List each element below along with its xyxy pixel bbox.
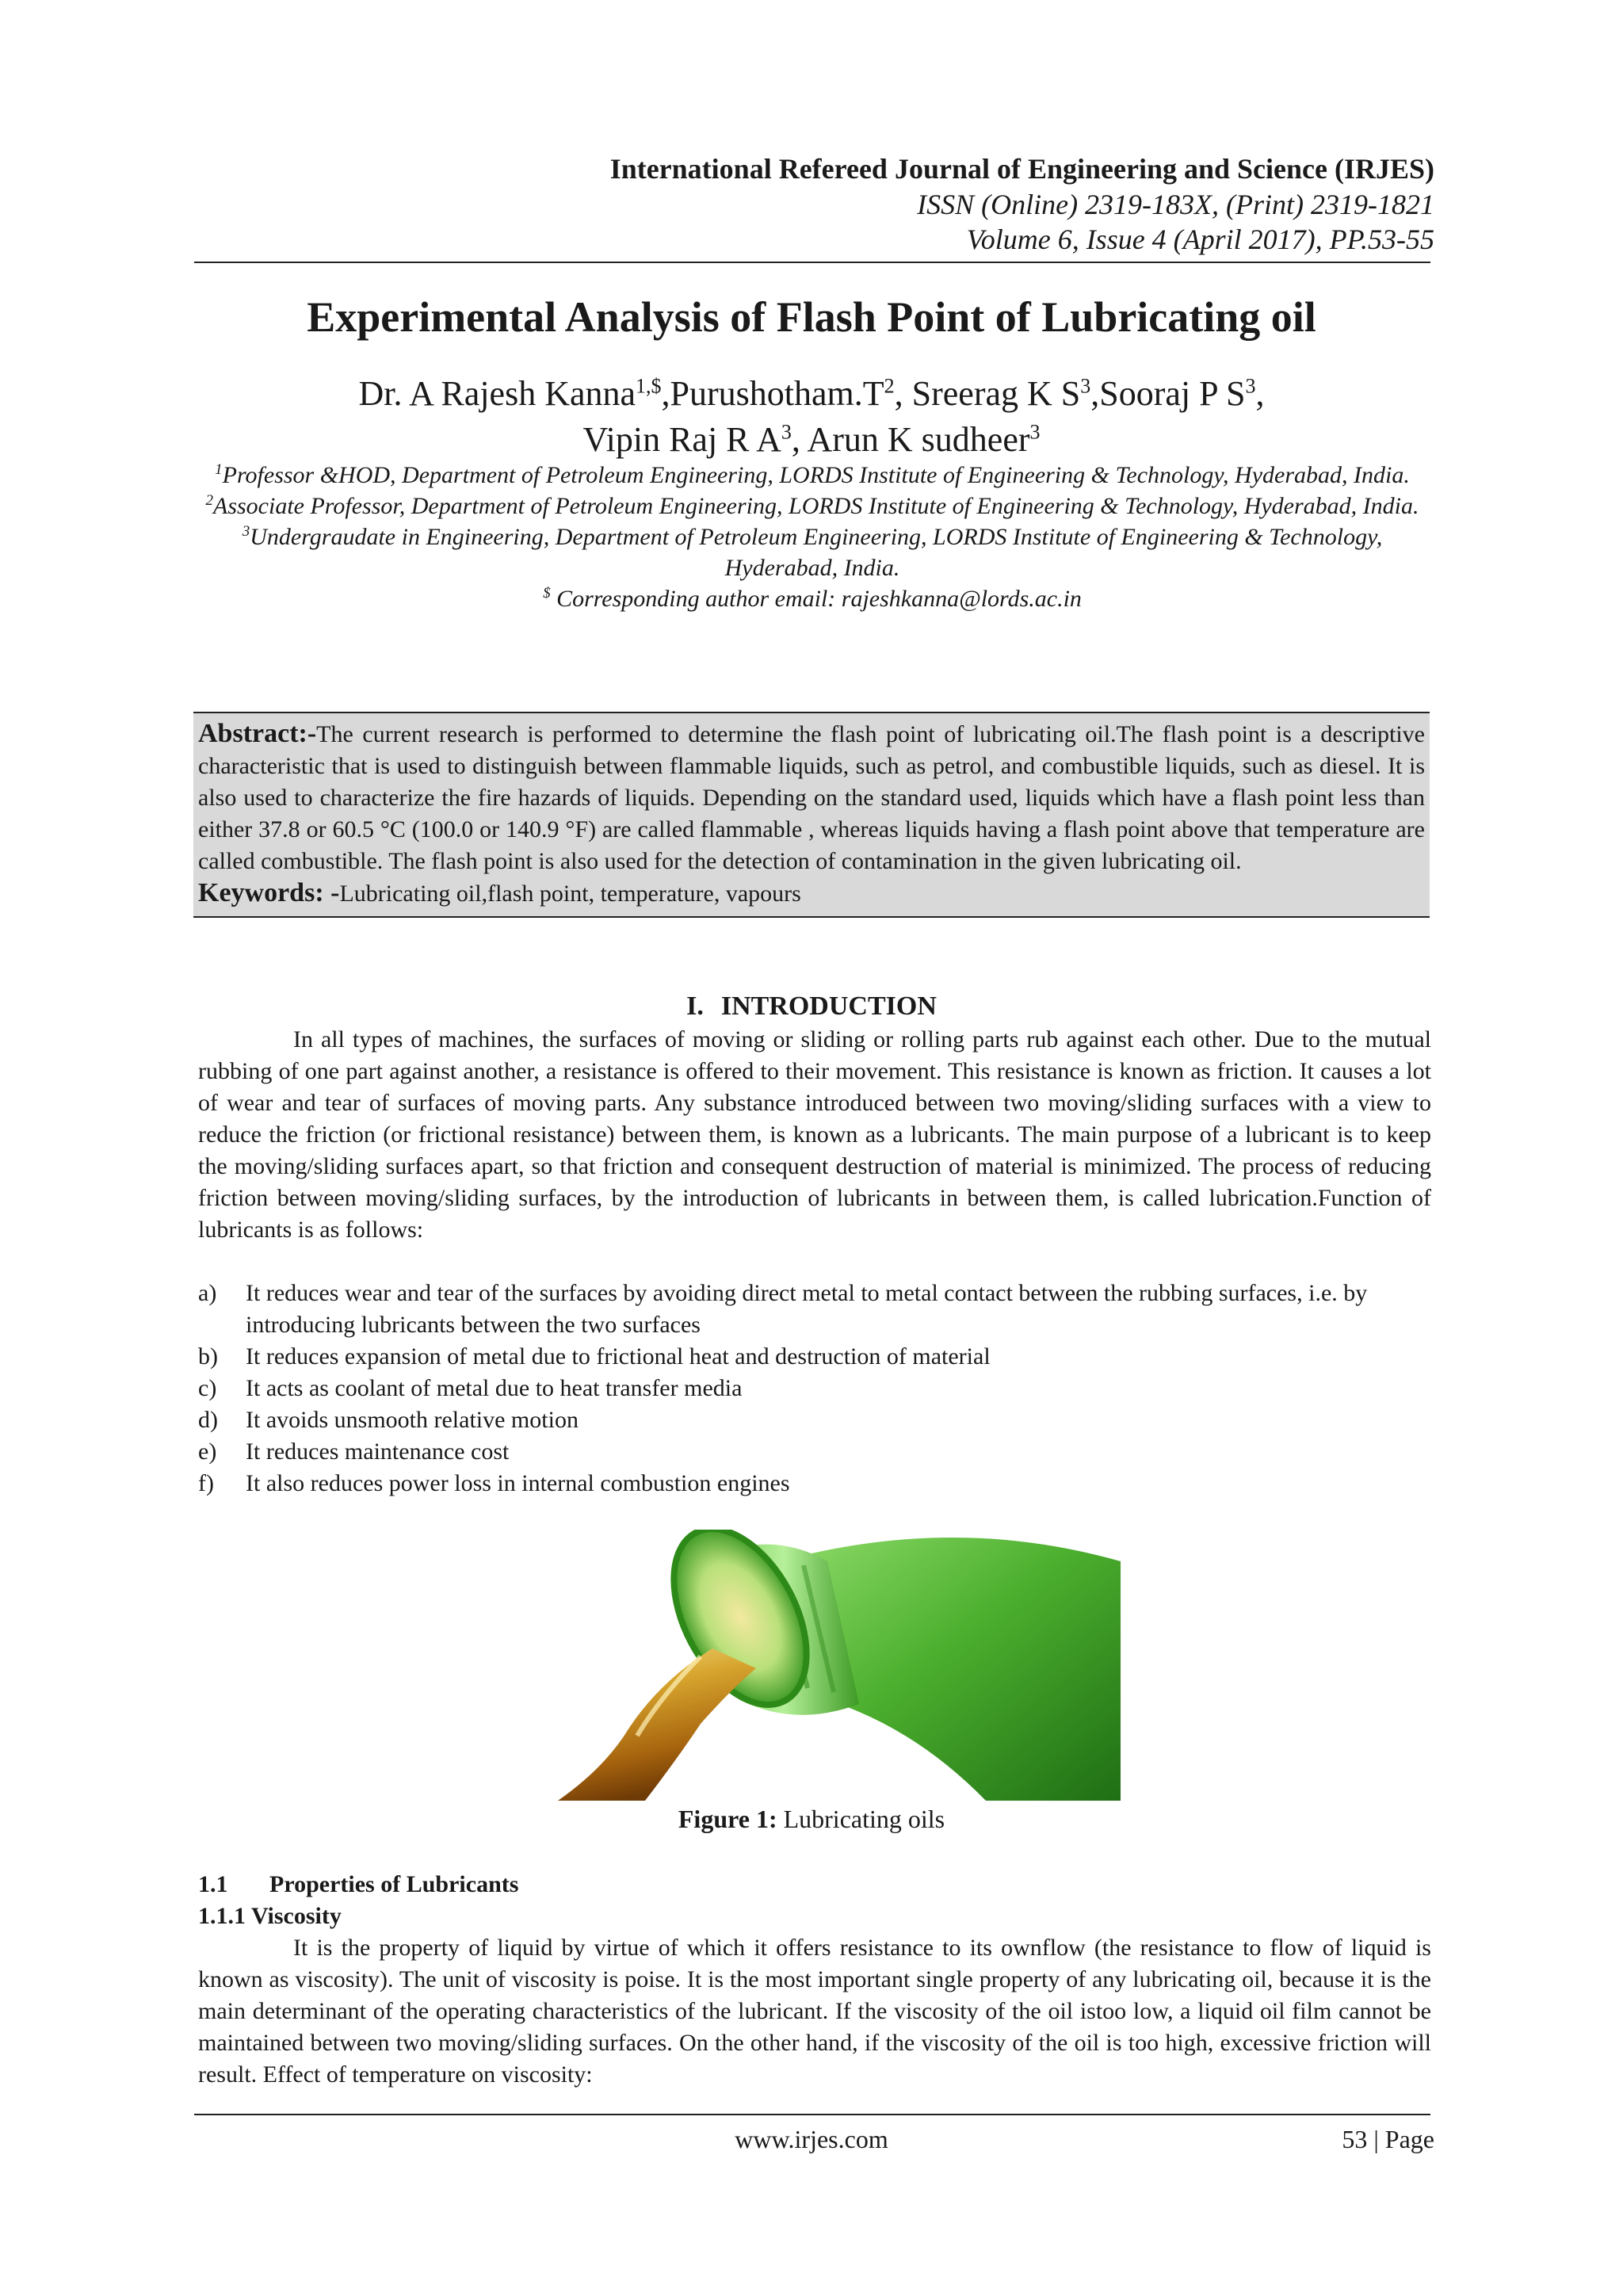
subsection-heading xyxy=(198,1869,518,1901)
figure-caption xyxy=(0,1802,1623,1836)
functions-list xyxy=(198,1278,1431,1499)
figure-caption-text: Lubricating oils xyxy=(777,1805,945,1833)
journal-issn: ISSN (Online) 2319-183X, (Print) 2319-1821 xyxy=(917,189,1434,220)
viscosity-paragraph: It is the property of liquid by virtue of which it offers resistance to its ownflow (the resistance to flow of liquid is known as viscosity). The unit of viscosity is poise. It is the most important single property of any lubricating oil, because it is the main determinant of the operating characteristics of the lubricant. If the viscosity of the oil istoo low, a liquid oil film cannot be maintained between two moving/sliding surfaces. On the other hand, if the viscosity of the oil is too high, excessive friction will result. Effect of temperature on viscosity: xyxy=(198,1935,1431,2088)
affiliations xyxy=(190,460,1434,614)
subsection-number: 1.1 xyxy=(198,1871,228,1897)
paper-title: Experimental Analysis of Flash Point of Lubricating oil xyxy=(307,293,1316,341)
footer-rule xyxy=(194,2114,1430,2115)
viscosity-body xyxy=(198,1932,1431,2091)
list-item: d) It avoids unsmooth relative motion xyxy=(198,1407,579,1433)
oil-pouring-illustration xyxy=(542,1530,1121,1801)
journal-header xyxy=(610,151,1434,257)
introduction-paragraph: In all types of machines, the surfaces of moving or sliding or rolling parts rub against each other. Due to the mutual rubbing of one part against another, a resistance is offered to their movement. This resistance is known as friction. It causes a lot of wear and tear of surfaces of moving parts. Any substance introduced between two moving/sliding surfaces with a view to reduce the friction (or frictional resistance) between them, is known as a lubricants. The main purpose of a lubricant is to keep the moving/sliding surfaces apart, so that friction and consequent destruction of material is minimized. The process of reducing friction between moving/sliding surfaces, by the introduction of lubricants in between them, is called lubrication.Function of lubricants is as follows: xyxy=(198,1026,1431,1243)
author-separator: , xyxy=(1255,374,1265,413)
author-superscript: 3 xyxy=(1245,374,1256,398)
section-title: INTRODUCTION xyxy=(720,991,937,1021)
author-superscript: 3 xyxy=(781,420,792,444)
introduction-body xyxy=(198,1024,1431,1246)
author-name: , Sreerag K S xyxy=(894,374,1081,413)
subsubsection-heading: 1.1.1 Viscosity xyxy=(198,1903,342,1929)
affiliation-2: $^2$Associate Professor, Department of Petroleum Engineering, LORDS Institute of Engineering & Technology, Hyderabad, India. xyxy=(205,492,1419,519)
list-item: a) It reduces wear and tear of the surfaces by avoiding direct metal to metal contact between the rubbing surfaces, i.e. by introducing lubricants between the two surfaces xyxy=(198,1280,1368,1338)
footer-page-number: 53 | Page xyxy=(1342,2125,1434,2153)
figure-lubricating-oil-image xyxy=(542,1530,1121,1801)
affiliation-3: $^3$Undergraudate in Engineering, Department of Petroleum Engineering, LORDS Institute of Engineering & Technology, Hyderabad, India. xyxy=(242,523,1383,581)
abstract-label: Abstract:- xyxy=(198,719,317,748)
keywords-line xyxy=(198,877,1425,910)
affiliation-1: $^1$Professor &HOD, Department of Petroleum Engineering, LORDS Institute of Engineering & Technology, Hyderabad, India. xyxy=(215,461,1410,488)
author-name: ,Purushotham.T xyxy=(661,374,884,413)
figure-label: Figure 1: xyxy=(678,1805,777,1833)
author-name: Vipin Raj R A xyxy=(582,420,781,459)
list-item: f) It also reduces power loss in internal combustion engines xyxy=(198,1470,790,1496)
author-name: , Arun K sudheer xyxy=(791,420,1030,459)
author-superscript: 3 xyxy=(1080,374,1091,398)
list-item: b) It reduces expansion of metal due to frictional heat and destruction of material xyxy=(198,1343,991,1370)
corresponding-author: $ Corresponding author email: rajeshkanna@lords.ac.in xyxy=(543,585,1082,612)
author-list xyxy=(0,371,1623,463)
section-heading xyxy=(0,989,1623,1024)
list-item: e) It reduces maintenance cost xyxy=(198,1438,510,1465)
author-superscript: 3 xyxy=(1029,420,1041,444)
keywords-label: Keywords: - xyxy=(198,878,340,907)
section-number: I. xyxy=(686,991,704,1021)
journal-name: International Refereed Journal of Engineering and Science (IRJES) xyxy=(609,153,1434,185)
abstract-text: The current research is performed to determine the flash point of lubricating oil.The flash point is a descriptive characteristic that is used to distinguish between flammable liquids, such as petrol, and combustible liquids, such as diesel. It is also used to characterize the fire hazards of liquids. Depending on the standard used, liquids which have a flash point less than either 37.8 or 60.5 °C (100.0 or 140.9 °F) are called flammable , whereas liquids having a flash point above that temperature are called combustible. The flash point is also used for the detection of contamination in the given lubricating oil. xyxy=(198,721,1425,874)
abstract-paragraph xyxy=(198,718,1425,877)
journal-volume: Volume 6, Issue 4 (April 2017), PP.53-55 xyxy=(966,223,1434,255)
author-superscript: 2 xyxy=(884,374,895,398)
list-item: c) It acts as coolant of metal due to heat transfer media xyxy=(198,1375,743,1401)
abstract-box xyxy=(193,712,1430,918)
footer-website: www.irjes.com xyxy=(735,2125,888,2153)
header-rule xyxy=(194,262,1430,263)
author-superscript: 1,$ xyxy=(636,374,662,398)
author-name: ,Sooraj P S xyxy=(1090,374,1246,413)
keywords-text: Lubricating oil,flash point, temperature, vapours xyxy=(339,881,801,907)
subsection-title: Properties of Lubricants xyxy=(269,1871,519,1897)
author-name: Dr. A Rajesh Kanna xyxy=(358,374,636,413)
